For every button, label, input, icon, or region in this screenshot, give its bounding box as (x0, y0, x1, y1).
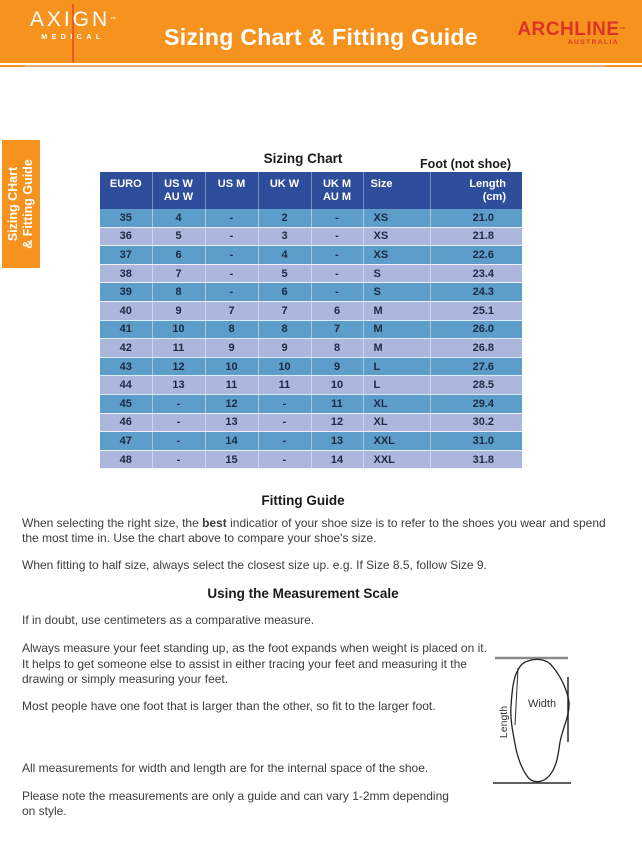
table-cell: 8 (258, 320, 311, 339)
table-cell: XXL (363, 432, 430, 451)
table-cell: 5 (258, 264, 311, 283)
table-cell: 9 (258, 339, 311, 358)
trademark-symbol: ™ (619, 27, 626, 33)
sizing-table-body (100, 209, 522, 469)
page-title: Sizing Chart & Fitting Guide (164, 24, 478, 50)
table-cell: 9 (311, 357, 363, 376)
table-cell: L (363, 357, 430, 376)
table-cell: 45 (100, 394, 152, 413)
table-cell: - (258, 432, 311, 451)
table-cell: 8 (205, 320, 258, 339)
table-cell: 13 (205, 413, 258, 432)
table-cell: 9 (152, 301, 205, 320)
table-cell: 4 (258, 246, 311, 265)
table-row (100, 339, 522, 358)
table-cell: 35 (100, 209, 152, 227)
table-row (100, 376, 522, 395)
column-header: EURO (100, 172, 152, 209)
table-cell: L (363, 376, 430, 395)
table-cell: 15 (205, 450, 258, 469)
table-cell: 36 (100, 227, 152, 246)
table-cell: 47 (100, 432, 152, 451)
table-cell: 21.8 (430, 227, 522, 246)
table-cell: 31.8 (430, 450, 522, 469)
column-header: UK M AU M (311, 172, 363, 209)
table-cell: M (363, 301, 430, 320)
fitting-guide-heading: Fitting Guide (261, 493, 345, 508)
column-header: US W AU W (152, 172, 205, 209)
side-tab-line2: & Fitting Guide (21, 159, 35, 249)
table-cell: - (258, 394, 311, 413)
table-cell: - (152, 413, 205, 432)
side-tab-line1: Sizing CHart (6, 166, 20, 242)
table-cell: XS (363, 209, 430, 227)
table-cell: 40 (100, 301, 152, 320)
table-cell: - (205, 209, 258, 227)
measurement-paragraph-5: Please note the measurements are only a guide and can vary 1-2mm depending on style. (22, 789, 449, 818)
table-row (100, 301, 522, 320)
table-cell: 7 (205, 301, 258, 320)
measurement-paragraph-4: All measurements for width and length are for the internal space of the shoe. (22, 761, 429, 775)
table-cell: 13 (152, 376, 205, 395)
table-cell: 27.6 (430, 357, 522, 376)
table-cell: 41 (100, 320, 152, 339)
table-cell: 9 (205, 339, 258, 358)
table-cell: 23.4 (430, 264, 522, 283)
table-cell: 6 (152, 246, 205, 265)
table-cell: 13 (311, 432, 363, 451)
table-row (100, 357, 522, 376)
table-cell: 10 (205, 357, 258, 376)
header-rule (0, 65, 642, 67)
table-cell: - (258, 450, 311, 469)
table-cell: 26.0 (430, 320, 522, 339)
axign-wordmark: AXIGN™ (29, 8, 117, 31)
column-header: Length (cm) (430, 172, 522, 209)
paragraph-text: When selecting the right size, the (22, 516, 203, 530)
measurement-scale-heading: Using the Measurement Scale (207, 586, 399, 601)
table-cell: 42 (100, 339, 152, 358)
table-cell: - (311, 209, 363, 227)
table-cell: 11 (258, 376, 311, 395)
measurement-paragraph-2: Always measure your feet standing up, as the foot expands when weight is placed on it. It helps to get someone else to assist in either tracing your feet and measuring it the drawing or simply measuring your feet. (22, 641, 487, 686)
table-cell: - (205, 283, 258, 302)
table-cell: - (205, 264, 258, 283)
table-row (100, 413, 522, 432)
measurement-paragraph-3: Most people have one foot that is larger than the other, so fit to the larger foot. (22, 699, 436, 713)
trademark-symbol: ™ (110, 17, 117, 23)
table-cell: 12 (311, 413, 363, 432)
foot-measurement-diagram (492, 645, 642, 790)
table-cell: 37 (100, 246, 152, 265)
table-cell: - (205, 246, 258, 265)
table-cell: 48 (100, 450, 152, 469)
table-cell: 12 (205, 394, 258, 413)
table-cell: XL (363, 394, 430, 413)
table-cell: XL (363, 413, 430, 432)
table-cell: 44 (100, 376, 152, 395)
table-row (100, 227, 522, 246)
table-cell: 11 (152, 339, 205, 358)
table-cell: 25.1 (430, 301, 522, 320)
table-cell: 2 (258, 209, 311, 227)
table-cell: - (311, 227, 363, 246)
table-cell: 5 (152, 227, 205, 246)
table-cell: 7 (311, 320, 363, 339)
foot-outline (511, 659, 569, 781)
table-cell: - (258, 413, 311, 432)
table-cell: 29.4 (430, 394, 522, 413)
paragraph-text: indicatior of your shoe size is to refer to the shoes you wear and spend the most time in. Use the chart above to compare your shoe's size. (22, 516, 606, 545)
sizing-table-header-row (100, 172, 522, 209)
table-cell: - (205, 227, 258, 246)
table-cell: 10 (152, 320, 205, 339)
header-bar (0, 0, 642, 63)
table-row (100, 450, 522, 469)
sizing-table (100, 172, 522, 469)
width-label: Width (527, 698, 557, 710)
table-cell: 7 (152, 264, 205, 283)
table-row (100, 432, 522, 451)
archline-logo (517, 20, 626, 46)
table-cell: 22.6 (430, 246, 522, 265)
archline-wordmark: ARCHLINE™ (517, 19, 626, 40)
table-cell: 6 (311, 301, 363, 320)
fitting-guide-paragraph-2: When fitting to half size, always select the closest size up. e.g. If Size 8.5, follow Size 9. (22, 558, 487, 572)
sizing-chart-title: Sizing Chart (263, 151, 343, 166)
length-label: Length (498, 705, 510, 739)
archline-subtitle: AUSTRALIA (567, 39, 619, 46)
table-cell: 8 (152, 283, 205, 302)
table-row (100, 320, 522, 339)
column-header: US M (205, 172, 258, 209)
table-row (100, 209, 522, 227)
table-cell: 46 (100, 413, 152, 432)
table-cell: 11 (311, 394, 363, 413)
table-cell: 6 (258, 283, 311, 302)
table-row (100, 246, 522, 265)
table-cell: 14 (205, 432, 258, 451)
column-header: UK W (258, 172, 311, 209)
table-cell: - (311, 246, 363, 265)
table-row (100, 283, 522, 302)
table-cell: 12 (152, 357, 205, 376)
foot-not-shoe-note: Foot (not shoe) (420, 157, 511, 171)
table-row (100, 264, 522, 283)
table-cell: - (152, 450, 205, 469)
table-cell: 21.0 (430, 209, 522, 227)
table-cell: M (363, 339, 430, 358)
table-cell: 3 (258, 227, 311, 246)
table-cell: 26.8 (430, 339, 522, 358)
table-cell: 38 (100, 264, 152, 283)
table-cell: XS (363, 227, 430, 246)
table-cell: 43 (100, 357, 152, 376)
table-cell: 8 (311, 339, 363, 358)
table-cell: 24.3 (430, 283, 522, 302)
table-cell: M (363, 320, 430, 339)
table-cell: - (311, 283, 363, 302)
paragraph-bold-text: best (202, 516, 227, 530)
column-header: Size (363, 172, 430, 209)
table-row (100, 394, 522, 413)
table-cell: - (311, 264, 363, 283)
table-cell: 10 (311, 376, 363, 395)
table-cell: 11 (205, 376, 258, 395)
table-cell: 39 (100, 283, 152, 302)
table-cell: 31.0 (430, 432, 522, 451)
table-cell: - (152, 432, 205, 451)
table-cell: XS (363, 246, 430, 265)
fitting-guide-paragraph-1 (22, 516, 622, 546)
table-cell: S (363, 264, 430, 283)
table-cell: 30.2 (430, 413, 522, 432)
table-cell: XXL (363, 450, 430, 469)
axign-subtitle: MEDICAL (41, 34, 105, 41)
table-cell: 4 (152, 209, 205, 227)
table-cell: 28.5 (430, 376, 522, 395)
table-cell: S (363, 283, 430, 302)
table-cell: 10 (258, 357, 311, 376)
table-cell: 14 (311, 450, 363, 469)
table-cell: - (152, 394, 205, 413)
measurement-paragraph-1: If in doubt, use centimeters as a comparative measure. (22, 613, 315, 627)
table-cell: 7 (258, 301, 311, 320)
